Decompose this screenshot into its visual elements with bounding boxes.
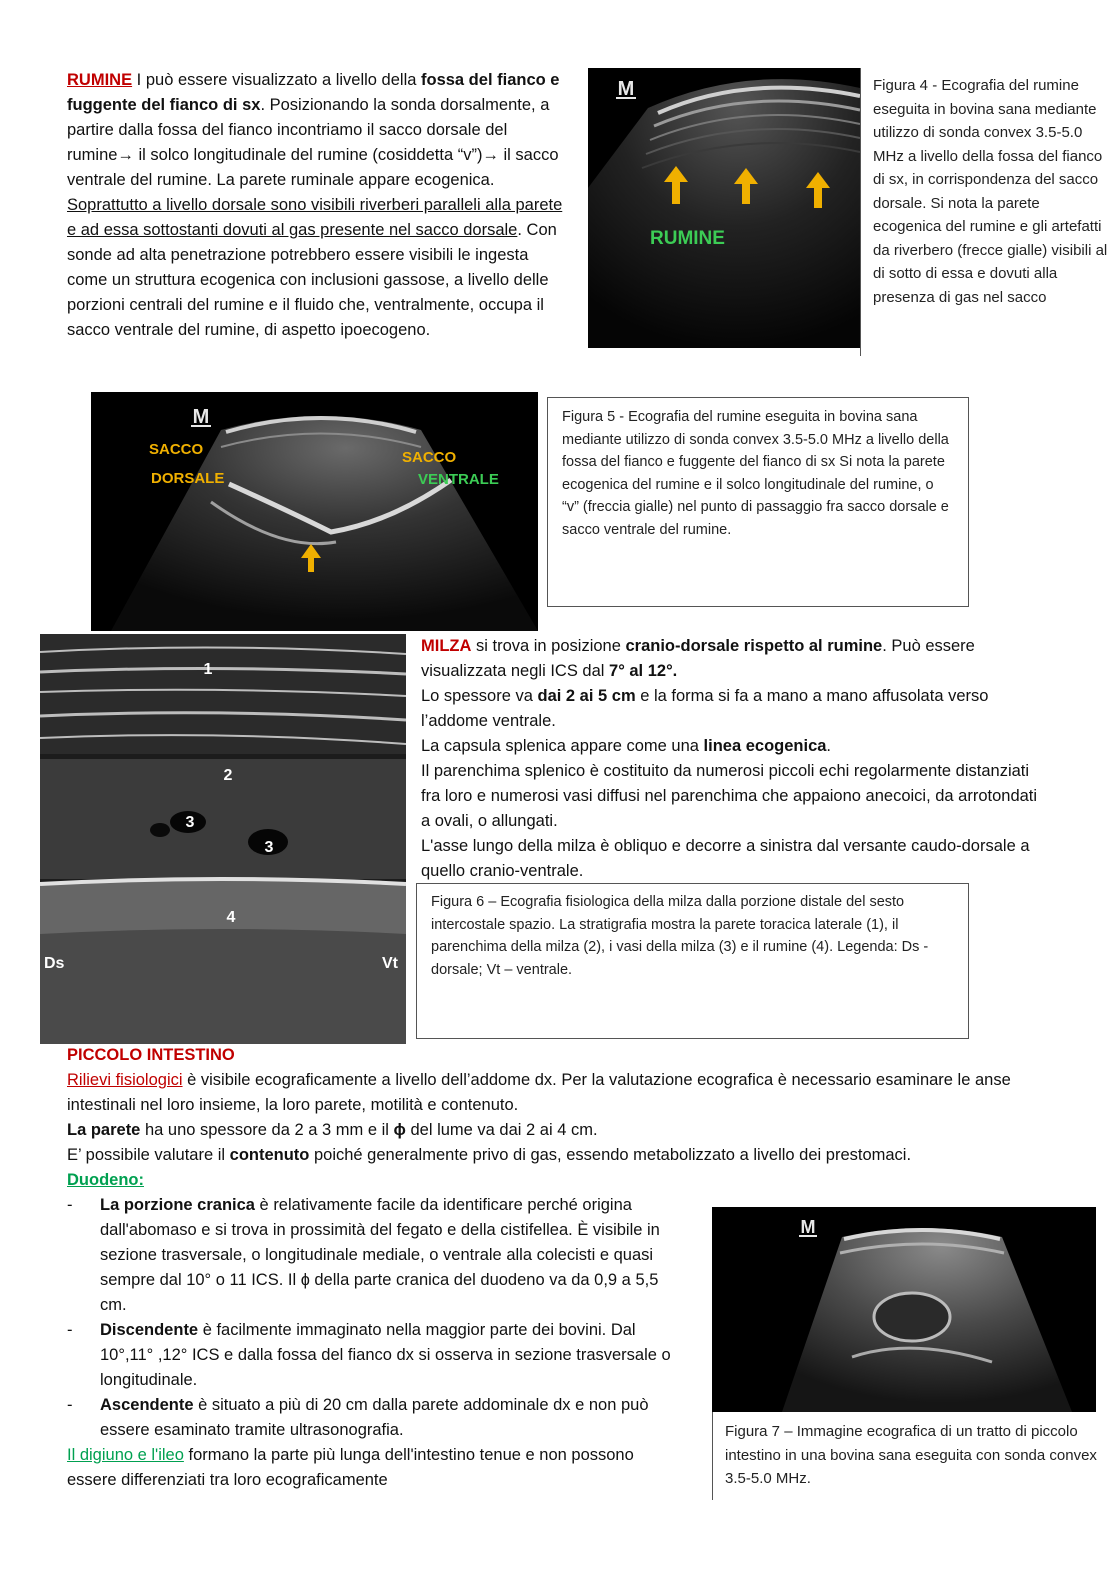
fig6-label-3b: 3 — [264, 839, 274, 856]
digiuno-ileo-link: Il digiuno e l'ileo — [67, 1446, 184, 1464]
fig5-label-sacco-dorsale-2: DORSALE — [151, 470, 225, 487]
fig5-caption-box — [547, 397, 969, 607]
duodeno-list: - La porzione cranica è relativamente facile da identificare perché origina dall'abomaso e si trova in prossimità del fegato e della cistifellea. È visibile in sezione trasversale, o longitudinale mediale, o ventrale alla colecisti e quasi sempre dal 10° o 11 ICS. Il ɸ della parte cranica del duodeno va da 0,9 a 5,5 cm. - Discendente è facilmente immaginato nella maggior parte dei bovini. Dal 10°,11° ,12° ICS e dalla fossa del fianco dx si osserva in sezione trasversale o longitudinale. - Ascendente è situato a più di 20 cm dalla parete addominale dx e non può essere esaminato tramite ultrasonografia. Il digiuno e l'ileo formano la parte più lunga dell'intestino tenue e non possono essere differenziati tra loro ecograficamente — [67, 1193, 687, 1493]
fig4-marker — [616, 76, 636, 100]
rilievi-fisiologici-link: Rilievi fisiologici — [67, 1071, 183, 1089]
list-item: - La porzione cranica è relativamente facile da identificare perché origina dall'abomaso e si trova in prossimità del fegato e della cistifellea. È visibile in sezione trasversale, o longitudinale mediale, o ventrale alla colecisti e quasi sempre dal 10° o 11 ICS. Il ɸ della parte cranica del duodeno va da 0,9 a 5,5 cm. — [67, 1193, 687, 1318]
fig7-caption-divider — [712, 1412, 713, 1500]
fig6-label-vt: Vt — [382, 955, 398, 972]
fig6-label-4: 4 — [226, 909, 236, 926]
fig5-ultrasound-image — [91, 392, 538, 631]
milza-title: MILZA — [421, 637, 472, 655]
piccolo-intestino-title: PICCOLO INTESTINO — [67, 1046, 235, 1064]
svg-text:M: M — [192, 406, 210, 428]
fig4-caption-divider — [860, 68, 861, 356]
list-item: - Discendente è facilmente immaginato nella maggior parte dei bovini. Dal 10°,11° ,12° ICS e dalla fossa del fianco dx si osserva in sezione trasversale o longitudinale. — [67, 1318, 687, 1393]
fig6-caption: Figura 6 – Ecografia fisiologica della milza dalla porzione distale del sesto intercostale spazio. La stratigrafia mostra la parete toracica laterale (1), il parenchima della milza (2), i vasi della milza (3) e il rumine (4). Legenda: Ds - dorsale; Vt – ventrale. — [431, 894, 929, 978]
svg-text:M: M — [800, 1217, 816, 1237]
fig7-marker — [799, 1217, 817, 1237]
list-item: - Ascendente è situato a più di 20 cm dalla parete addominale dx e non può essere esaminato tramite ultrasonografia. — [67, 1393, 687, 1443]
fig6-ultrasound-image — [40, 634, 406, 1044]
svg-text:M: M — [617, 78, 635, 100]
milza-paragraph: MILZA si trova in posizione cranio-dorsale rispetto al rumine. Può essere visualizzata negli ICS dal 7° al 12°. Lo spessore va dai 2 ai 5 cm e la forma si fa a mano a mano affusolata verso l’addome ventrale. La capsula splenica appare come una linea ecogenica. Il parenchima splenico è costituito da numerosi piccoli echi regolarmente distanziati fra loro e numerosi vasi diffusi nel parenchima che appaiono anecoici, da arrotondati a ovali, o allungati. L'asse lungo della milza è obliquo e decorre a sinistra dal versante caudo-dorsale a quello cranio-ventrale. — [421, 637, 1038, 880]
fig7-ultrasound-image — [712, 1207, 1096, 1412]
fig6-caption-box — [416, 883, 969, 1039]
piccolo-intestino-header: PICCOLO INTESTINO Rilievi fisiologici è visibile ecograficamente a livello dell’addome dx. Per la valutazione ecografica è necessario esaminare le anse intestinali nel loro insieme, la loro parete, motilità e contenuto. La parete ha uno spessore da 2 a 3 mm e il ɸ del lume va dai 2 ai 4 cm. E’ possibile valutare il contenuto poiché generalmente privo di gas, essendo metabolizzato a livello dei prestomaci. Duodeno: — [67, 1043, 1057, 1193]
fig4-ultrasound-image — [588, 68, 860, 348]
fig6-label-3a: 3 — [185, 814, 195, 831]
fig5-label-sacco-ventrale-1: SACCO — [402, 449, 457, 466]
rumine-title: RUMINE — [67, 71, 133, 89]
fig4-caption: Figura 4 - Ecografia del rumine eseguita in bovina sana mediante utilizzo di sonda convex 3.5-5.0 MHz a livello della fossa del fianco di sx, in corrispondenza del sacco dorsale. Si nota la parete ecogenica del rumine e gli artefatti da riverbero (frecce gialle) visibili al di sotto di essa e dovuti alla presenza di gas nel sacco — [873, 77, 1108, 306]
duodeno-heading: Duodeno: — [67, 1171, 144, 1189]
fig6-label-1: 1 — [203, 661, 213, 678]
fig5-label-sacco-ventrale-2: VENTRALE — [418, 471, 499, 488]
fig5-label-sacco-dorsale-1: SACCO — [149, 441, 204, 458]
rumine-paragraph: RUMINE I può essere visualizzato a livello della fossa del fianco e fuggente del fianco di sx. Posizionando la sonda dorsalmente, a partire dalla fossa del fianco incontriamo il sacco dorsale del rumine→ il solco longitudinale del rumine (cosiddetta “v”)→ il sacco ventrale del rumine. La parete ruminale appare ecogenica. Soprattutto a livello dorsale sono visibili riverberi paralleli alla parete e ad essa sottostanti dovuti al gas presente nel sacco dorsale. Con sonde ad alta penetrazione potrebbero essere visibili le ingesta come un struttura ecogenica con inclusioni gassose, a livello delle porzioni centrali del rumine e il fluido che, ventralmente, occupa il sacco ventrale del rumine, di aspetto ipoecogeno. — [67, 71, 563, 339]
fig6-label-ds: Ds — [44, 955, 65, 972]
fig4-label: RUMINE — [650, 228, 725, 249]
fig5-marker — [191, 406, 211, 428]
fig7-caption: Figura 7 – Immagine ecografica di un tratto di piccolo intestino in una bovina sana eseguita con sonda convex 3.5-5.0 MHz. — [725, 1423, 1097, 1487]
fig5-caption: Figura 5 - Ecografia del rumine eseguita in bovina sana mediante utilizzo di sonda convex 3.5-5.0 MHz a livello della fossa del fianco e fuggente del fianco di sx Si nota la parete ecogenica del rumine e il solco longitudinale del rumine, o “v” (freccia gialle) nel punto di passaggio fra sacco dorsale e sacco ventrale del rumine. — [562, 409, 949, 538]
fig6-label-2: 2 — [223, 767, 233, 784]
